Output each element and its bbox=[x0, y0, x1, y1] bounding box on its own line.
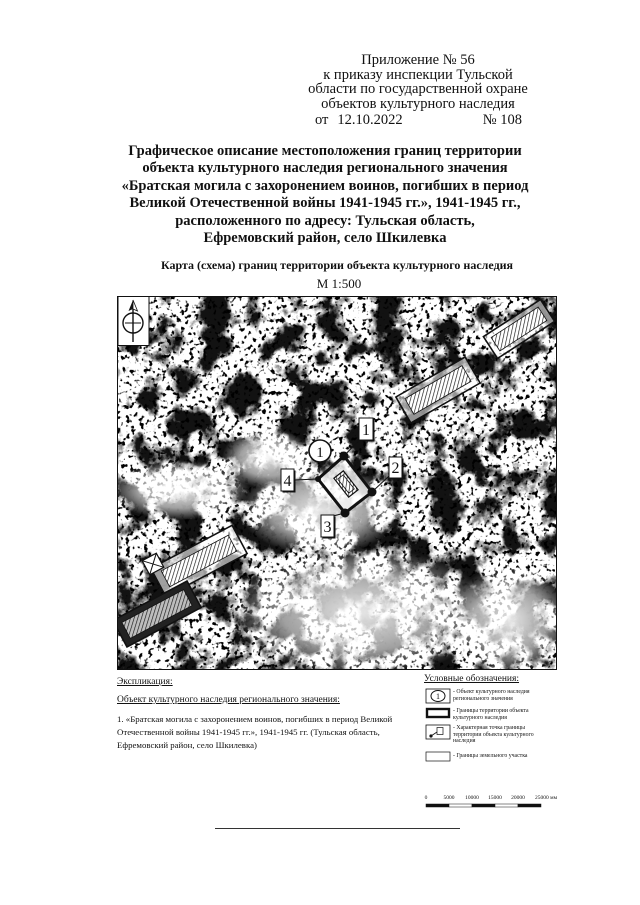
order-date-row bbox=[315, 112, 522, 129]
circled-number-icon bbox=[426, 689, 450, 703]
title-line: Великой Отечественной войны 1941-1945 гг.», 1941-1945 гг., bbox=[129, 195, 521, 212]
title-line: расположенного по адресу: Тульская область, bbox=[175, 212, 475, 229]
legend-symbol-thick-box bbox=[427, 709, 449, 717]
explication-item-line: 1. «Братская могила с захоронением воинов, погибших в период Великой bbox=[117, 714, 393, 724]
point-label-text: 4 bbox=[283, 473, 292, 490]
scale-bar-segment bbox=[472, 804, 495, 807]
legend-symbol-tag bbox=[437, 728, 443, 735]
scale-bar-segment bbox=[426, 804, 449, 807]
legend-symbol-thin-box bbox=[426, 752, 450, 761]
scale-bar-label: 0 bbox=[424, 795, 428, 801]
scale-bar bbox=[420, 790, 565, 812]
title-line: Графическое описание местоположения границ территории bbox=[128, 143, 522, 159]
title-line: Ефремовский район, село Шкилевка bbox=[203, 230, 447, 247]
legend-item-boundary-point: - Характерная точка границы территории объекта культурного наследия bbox=[453, 725, 534, 745]
point-label-text: 1 bbox=[362, 422, 370, 439]
map-caption: Карта (схема) границ территории объекта культурного наследия bbox=[160, 258, 514, 272]
appendix-line: к приказу инспекции Тульской bbox=[323, 66, 513, 83]
scale-bar-segment bbox=[449, 804, 472, 807]
bottom-rule bbox=[215, 828, 460, 829]
date-value: 12.10.2022 bbox=[337, 112, 403, 128]
scale-bar-label: 5000 bbox=[443, 795, 455, 801]
object-marker-label: 1 bbox=[316, 445, 324, 461]
title-line: объекта культурного наследия регионального значения bbox=[142, 160, 508, 177]
legend-symbol-label: 1 bbox=[436, 692, 440, 701]
explication-item-line: Ефремовский район, село Шкилевка) bbox=[117, 740, 257, 750]
explication-item bbox=[117, 713, 392, 752]
map-scheme bbox=[117, 296, 557, 670]
object-marker bbox=[309, 440, 331, 462]
point-label-text: 2 bbox=[391, 460, 400, 477]
appendix-line: Приложение № 56 bbox=[361, 52, 475, 68]
thin-parcel-line-icon bbox=[426, 752, 450, 761]
order-date bbox=[315, 112, 403, 129]
scale-bar-segment bbox=[518, 804, 541, 807]
date-prefix: от bbox=[315, 112, 329, 128]
north-arrow-icon bbox=[118, 297, 149, 346]
legend-symbols bbox=[424, 686, 454, 766]
boundary-point-icon bbox=[426, 725, 450, 739]
order-number: № 108 bbox=[482, 112, 522, 128]
appendix-header bbox=[298, 53, 538, 111]
legend-item-territory-boundary: - Границы территории объекта культурного наследия bbox=[453, 708, 529, 721]
legend-item-parcel-boundary: - Границы земельного участка bbox=[453, 753, 528, 759]
scale-bar-label: 20000 bbox=[511, 795, 525, 801]
title-line: «Братская могила с захоронением воинов, погибших в период bbox=[121, 177, 529, 194]
explication-item-line: Отечественной войны 1941-1945 гг.», 1941-1945 гг. (Тульская область, bbox=[117, 727, 380, 737]
scale-bar-segment bbox=[495, 804, 518, 807]
legend-item-object: - Объект культурного наследия регионального значения bbox=[453, 689, 530, 702]
thick-boundary-line-icon bbox=[427, 709, 449, 717]
explication-heading: Экспликация: bbox=[117, 677, 173, 687]
scale-bar-label: 10000 bbox=[465, 795, 479, 801]
appendix-line: области по государственной охране bbox=[308, 81, 528, 98]
legend-symbol-dot bbox=[429, 734, 432, 737]
scale-bar-label: 25000 мм bbox=[535, 795, 558, 801]
point-label-text: 3 bbox=[323, 519, 332, 536]
document-title bbox=[85, 143, 565, 247]
map-scale: М 1:500 bbox=[316, 276, 362, 291]
legend-heading: Условные обозначения: bbox=[424, 674, 520, 684]
scale-bar-label: 15000 bbox=[488, 795, 502, 801]
explication-subheading: Объект культурного наследия регионального значения: bbox=[117, 695, 340, 705]
appendix-line: объектов культурного наследия bbox=[321, 95, 515, 112]
